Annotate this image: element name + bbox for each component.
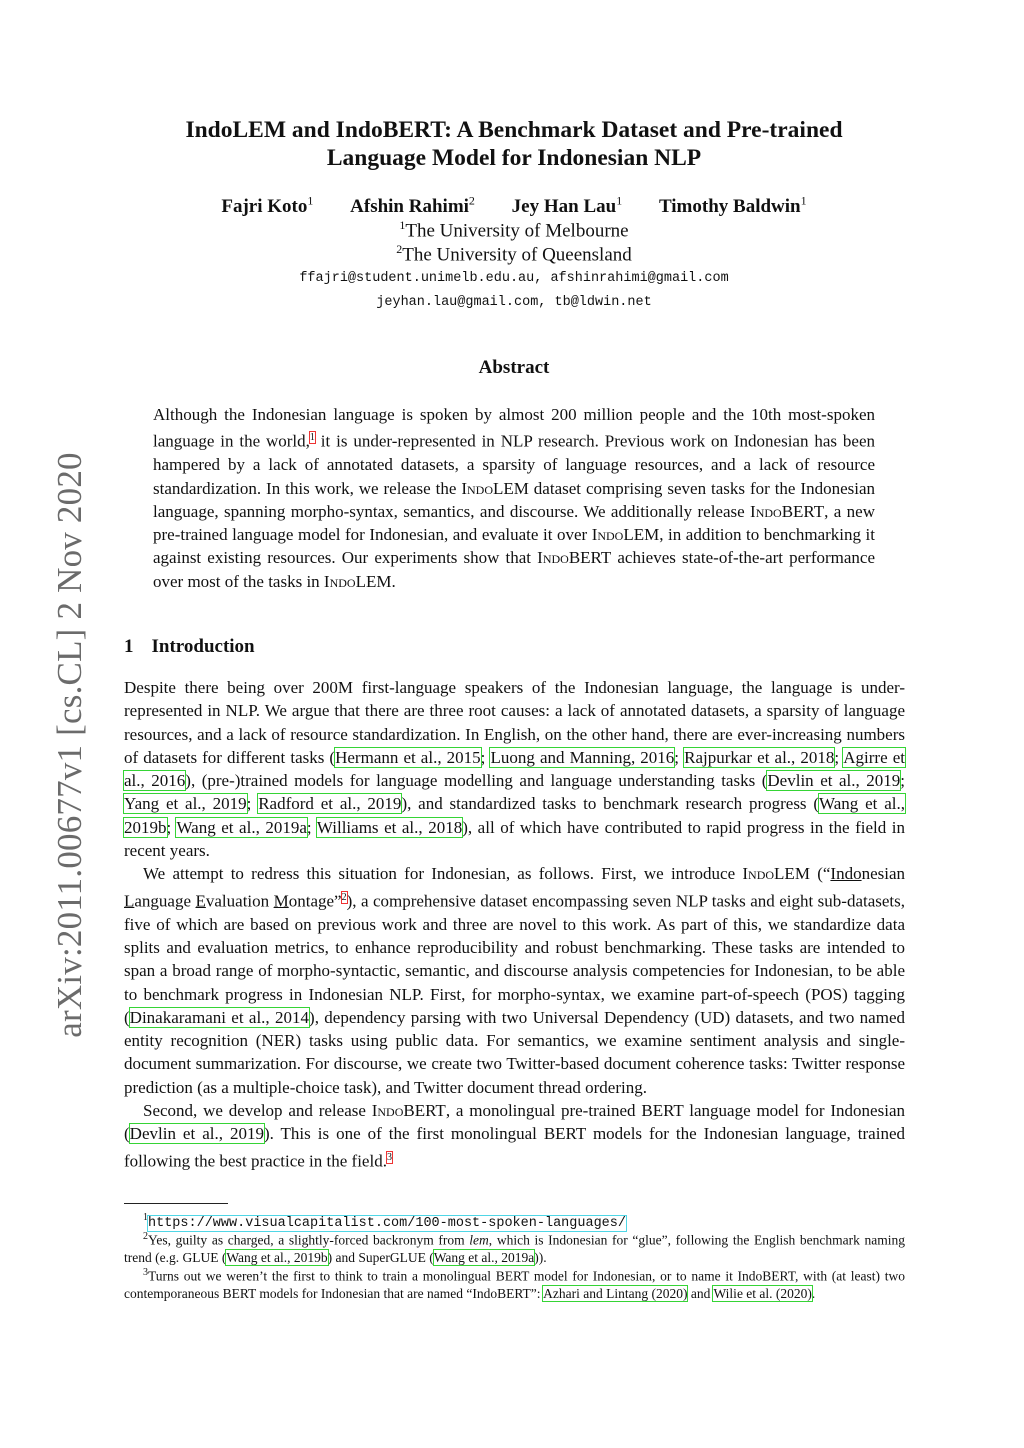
citation-link[interactable]: Hermann et al., 2015 [335,747,481,767]
footnote: $^1$https://www.visualcapitalist.com/100-most-spoken-languages/ [143,1212,626,1231]
author: Afshin Rahimi$^2$ [350,194,475,218]
citation-link[interactable]: Wang et al., 2019a [433,1250,535,1265]
abstract-body: Although the Indonesian language is spoken by almost 200 million people and the 10th most-spoken language in the world,$^1$ it is under-represented in NLP research. Previous work on Indonesian has been hampered by a lack of annotated datasets, a sparsity of language resources, and a lack of resource standardization. In this work, we release the IndoLEM dataset comprising seven tasks for the Indonesian language, spanning morpho-syntax, semantics, and discourse. We additionally release IndoBERT, a new pre-trained language model for Indonesian, and evaluate it over IndoLEM, in addition to benchmarking it against existing resources. Our experiments show that IndoBERT achieves state-of-the-art performance over most of the tasks in IndoLEM. [153,405,876,591]
citation-link[interactable]: Wang et al., 2019a [176,817,307,837]
citation-link[interactable]: Rajpurkar et al., 2018 [684,747,835,767]
citation-link[interactable]: Yang et al., 2019 [124,794,247,814]
footnote: $^2$Yes, guilty as charged, a slightly-forced backronym from lem, which is Indonesian for “glue”, following the English benchmark naming trend (e.g. GLUE (Wang et al., 2019b) and SuperGLUE (Wang et al., 2019a)). [124,1231,905,1265]
email-line: jeyhan.lau@gmail.com, tb@ldwin.net [376,295,652,310]
footnote: $^3$Turns out we weren’t the first to think to train a monolingual BERT model for Indonesian, or to name it IndoBERT, with (at least) two contemporaneous BERT models for Indonesian that are named “IndoBERT”: Azhari and Lintang (2020) and Wilie et al. (2020). [124,1267,905,1301]
title-line-2: Language Model for Indonesian NLP [326,145,702,171]
paragraph: We attempt to redress this situation for Indonesian, as follows. First, we introduce IndoLEM (“Indonesian Language Evaluation Montage”$^2$), a comprehensive dataset encompassing seven NLP tasks and eight sub-datasets, five of which are based on previous work and three are novel to this work. As part of this, we standardize data splits and evaluation metrics, to enhance reproducibility and robust benchmarking. These tasks are intended to span a broad range of morpho-syntactic, semantic, and discourse analysis competencies for Indonesian, to be able to benchmark progress in Indonesian NLP. First, for morpho-syntax, we examine part-of-speech (POS) tagging (Dinakaramani et al., 2014), dependency parsing with two Universal Dependency (UD) datasets, and two named entity recognition (NER) tasks using public data. For semantics, we examine sentiment analysis and single-document summarization. For discourse, we create two Twitter-based document coherence tasks: Twitter response prediction (as a multiple-choice task), and Twitter document thread ordering. [124,864,906,1097]
footnote-ref[interactable]: 1 [309,432,315,444]
citation-link[interactable]: Luong and Manning, 2016 [490,747,675,767]
citation-link[interactable]: Radford et al., 2019 [258,794,402,814]
footnote-ref[interactable]: 2 [341,891,347,903]
author: Timothy Baldwin$^1$ [658,194,807,218]
arxiv-identifier: arXiv:2011.00677v1 [cs.CL] 2 Nov 2020 [50,452,89,1038]
introduction-body [124,676,905,1173]
section-heading: 1 Introduction [124,636,255,657]
author-list [124,194,904,218]
backronym-word: Language [124,891,192,911]
paragraph: Second, we develop and release IndoBERT, a monolingual pre-trained BERT language model for Indonesian (Devlin et al., 2019). This is one of the first monolingual BERT models for the Indonesian language, trained following the best practice in the field.$^3$ [124,1101,905,1171]
citation-link[interactable]: Wang et al., 2019b [226,1250,328,1265]
citation-link[interactable]: Azhari and Lintang (2020) [543,1286,688,1301]
author: Fajri Koto$^1$ [221,194,314,218]
abstract-heading: Abstract [478,357,550,378]
citation-link[interactable]: Agirre et al., 2016 [124,747,905,791]
citation-link[interactable]: Devlin et al., 2019 [129,1124,264,1144]
footnote-ref[interactable]: 3 [386,1151,392,1163]
title-line-1: IndoLEM and IndoBERT: A Benchmark Dataset and Pre-trained [185,117,843,143]
affiliation: $^2$The University of Queensland [396,242,632,266]
author: Jey Han Lau$^1$ [511,194,623,218]
backronym-word: Montage [273,891,335,911]
footnote-rule [124,1203,228,1204]
affiliation: $^1$The University of Melbourne [399,218,629,242]
backronym-word: Evaluation [195,891,270,911]
citation-link[interactable]: Devlin et al., 2019 [767,771,901,791]
paragraph: Despite there being over 200M first-language speakers of the Indonesian language, the language is under-represented in NLP. We argue that there are three root causes: a lack of annotated datasets, a sparsity of language resources, and a lack of resource standardization. In English, on the other hand, there are ever-increasing numbers of datasets for different tasks (Hermann et al., 2015; Luong and Manning, 2016; Rajpurkar et al., 2018; Agirre et al., 2016), (pre-)trained models for language modelling and language understanding tasks (Devlin et al., 2019; Yang et al., 2019; Radford et al., 2019), and standardized tasks to benchmark research progress (Wang et al., 2019b; Wang et al., 2019a; Williams et al., 2018), all of which have contributed to rapid progress in the field in recent years. [124,678,906,861]
footnote-url-link[interactable]: https://www.visualcapitalist.com/100-most-spoken-languages/ [148,1215,626,1231]
email-line: ffajri@student.unimelb.edu.au, afshinrahimi@gmail.com [299,271,729,286]
citation-link[interactable]: Wilie et al. (2020) [713,1286,812,1301]
citation-link[interactable]: Williams et al., 2018 [316,817,463,837]
citation-link[interactable]: Wang et al., 2019b [124,794,905,837]
backronym-word: Indonesian [830,864,906,884]
paper-title [124,116,904,172]
citation-link[interactable]: Dinakaramani et al., 2014 [129,1007,310,1027]
